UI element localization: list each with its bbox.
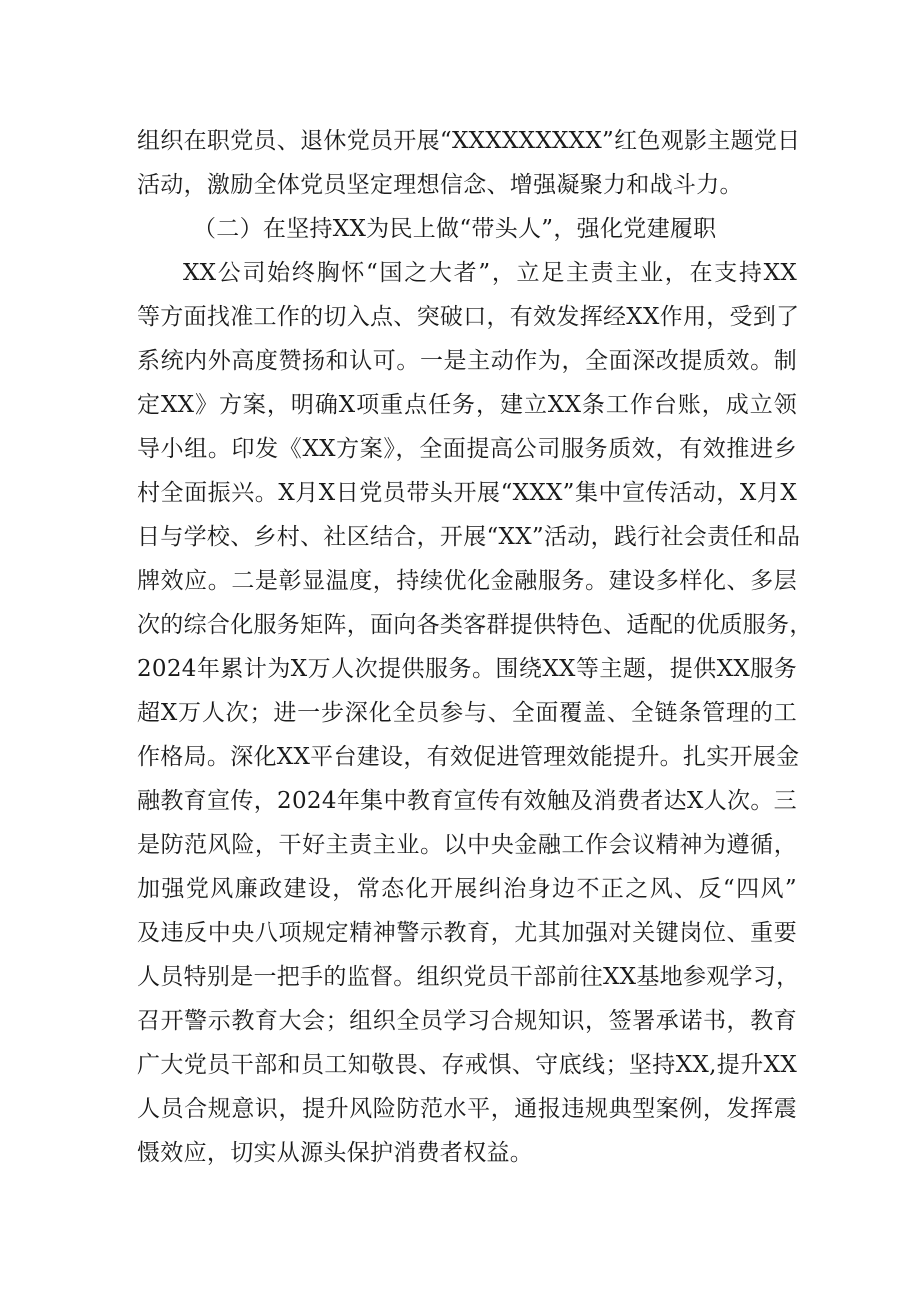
text-line-23: 人员合规意识，提升风险防范水平，通报违规典型案例，发挥震: [137, 1096, 797, 1122]
text-line-7: 定XX》方案，明确X项重点任务，建立XX条工作台账，成立领: [137, 392, 797, 418]
section-heading: （二）在坚持XX为民上做“带头人”，强化党建履职: [193, 216, 717, 242]
text-line-8: 导小组。印发《XX方案》，全面提高公司服务质效，有效推进乡: [137, 436, 797, 462]
text-line-20: 人员特别是一把手的监督。组织党员干部前往XX基地参观学习，: [137, 964, 800, 990]
text-line-19: 及违反中央八项规定精神警示教育，尤其加强对关键岗位、重要: [137, 920, 797, 946]
text-line-13: 2024年累计为X万人次提供服务。围绕XX等主题，提供XX服务: [137, 656, 797, 682]
document-page: [137, 119, 813, 1175]
paragraph-first-line: XX公司始终胸怀“国之大者”，立足主责主业，在支持XX: [183, 260, 797, 286]
text-line-24: 慑效应，切实从源头保护消费者权益。: [137, 1140, 534, 1166]
text-line-9: 村全面振兴。X月X日党员带头开展“XXX”集中宣传活动，X月X: [137, 480, 797, 506]
text-line-2: 活动，激励全体党员坚定理想信念、增强凝聚力和战斗力。: [137, 172, 743, 198]
text-line-6: 系统内外高度赞扬和认可。一是主动作为，全面深改提质效。制: [137, 348, 797, 374]
text-line-1: 组织在职党员、退休党员开展“XXXXXXXXX”红色观影主题党日: [137, 128, 801, 154]
text-line-18: 加强党风廉政建设，常态化开展纠治身边不正之风、反“四风”: [137, 876, 797, 902]
text-line-12: 次的综合化服务矩阵，面向各类客群提供特色、适配的优质服务，: [137, 612, 813, 638]
text-line-14: 超X万人次；进一步深化全员参与、全面覆盖、全链条管理的工: [137, 700, 797, 726]
text-line-21: 召开警示教育大会；组织全员学习合规知识，签署承诺书，教育: [137, 1008, 797, 1034]
text-line-10: 日与学校、乡村、社区结合，开展“XX”活动，践行社会责任和品: [137, 524, 801, 550]
text-line-16: 融教育宣传，2024年集中教育宣传有效触及消费者达X人次。三: [137, 788, 797, 814]
text-line-17: 是防范风险，干好主责主业。以中央金融工作会议精神为遵循，: [137, 832, 797, 858]
text-line-11: 牌效应。二是彰显温度，持续优化金融服务。建设多样化、多层: [137, 568, 797, 594]
text-line-5: 等方面找准工作的切入点、突破口，有效发挥经XX作用，受到了: [137, 304, 800, 330]
text-line-15: 作格局。深化XX平台建设，有效促进管理效能提升。扎实开展金: [137, 744, 800, 770]
text-line-22: 广大党员干部和员工知敬畏、存戒惧、守底线；坚持XX,提升XX: [137, 1052, 797, 1078]
